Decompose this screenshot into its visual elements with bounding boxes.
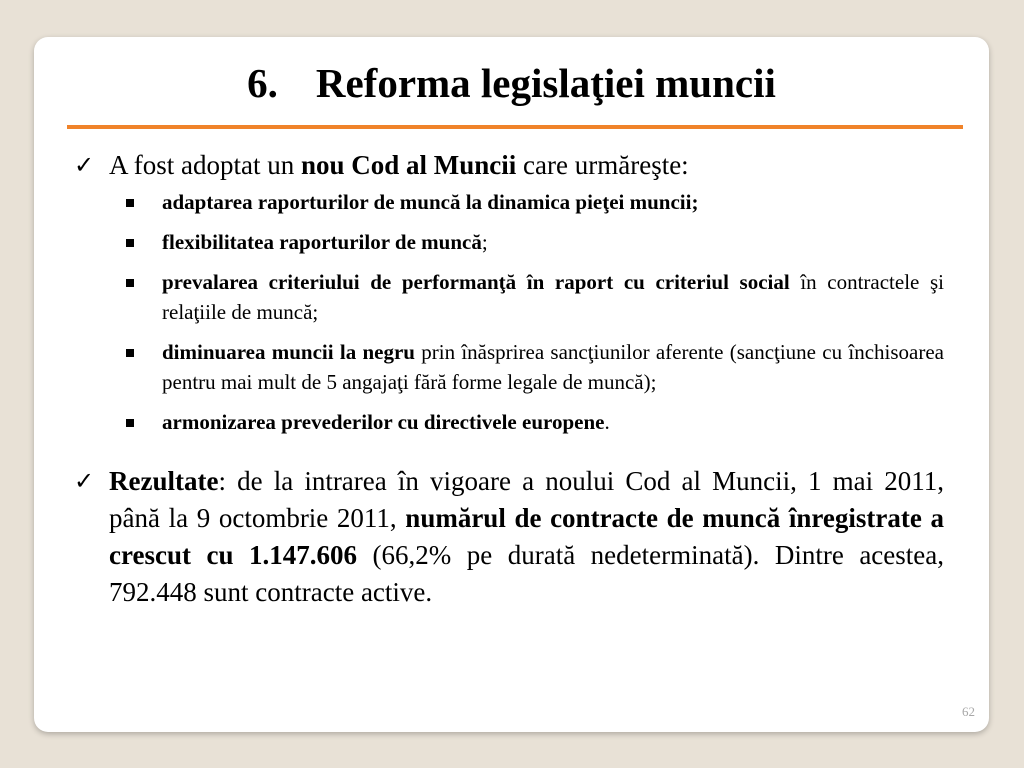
sub-item-bold: prevalarea criteriului de performanţă în raport cu criteriul social (162, 270, 790, 294)
checklist-item-results (34, 463, 989, 611)
slide-content (34, 147, 989, 611)
sub-item-text: în contractele şi relaţiile de muncă; (162, 270, 944, 324)
sub-bullet-item (34, 187, 989, 217)
sub-item-text: . (604, 410, 610, 434)
title-divider (67, 125, 963, 129)
page-number: 62 (962, 704, 975, 719)
square-bullet-icon (126, 279, 134, 287)
results-text-1: : de la intrarea în vigoare a noului Cod al Muncii, 1 mai 2011, până la 9 octombrie 2011, (109, 466, 944, 533)
results-text-2: (66,2% pe durată nedeterminată). Dintre acestea, 792.448 sunt contracte active. (109, 540, 944, 607)
results-label: Rezultate (109, 466, 219, 496)
checklist-item-new-code (34, 147, 989, 183)
point1-pre: A fost adoptat un (109, 150, 301, 180)
title-text: Reforma legislaţiei muncii (315, 60, 776, 106)
point1-post: care urmăreşte: (516, 150, 689, 180)
title-number: 6. (247, 60, 278, 106)
square-bullet-icon (126, 199, 134, 207)
slide (34, 37, 989, 732)
sub-bullet-list (34, 187, 989, 437)
sub-item-bold: diminuarea muncii la negru (162, 340, 415, 364)
sub-item-text: prin înăsprirea sancţiunilor aferente (sancţiune cu închisoarea pentru mai mult de 5 angajaţi fără forme legale de muncă); (162, 340, 944, 394)
square-bullet-icon (126, 349, 134, 357)
sub-item-text: ; (481, 230, 488, 254)
sub-bullet-item (34, 407, 989, 437)
square-bullet-icon (126, 239, 134, 247)
slide-title (34, 59, 989, 107)
sub-bullet-item (34, 267, 989, 327)
sub-bullet-item (34, 337, 989, 397)
checkmark-icon: ✓ (74, 467, 95, 495)
point1-bold: nou Cod al Muncii (300, 150, 517, 180)
checkmark-icon: ✓ (74, 151, 95, 179)
sub-item-bold: adaptarea raporturilor de muncă la dinamica pieţei muncii; (162, 190, 699, 214)
sub-item-bold: flexibilitatea raporturilor de muncă (162, 230, 482, 254)
sub-item-bold: armonizarea prevederilor cu directivele europene (162, 410, 605, 434)
sub-bullet-item (34, 227, 989, 257)
results-bold: numărul de contracte de muncă înregistrate a crescut cu 1.147.606 (109, 503, 944, 570)
square-bullet-icon (126, 419, 134, 427)
